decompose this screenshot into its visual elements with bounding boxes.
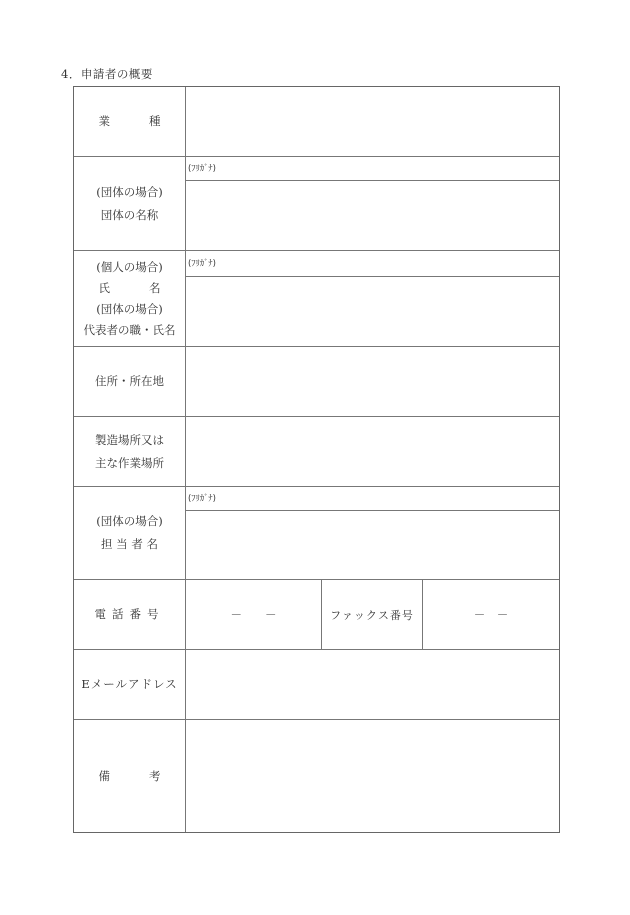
section-title: 4．申請者の概要 xyxy=(61,67,153,81)
label-char: 名 xyxy=(149,280,161,295)
address-field[interactable] xyxy=(186,347,559,416)
label-char: 氏 xyxy=(98,280,110,295)
contact-furigana-field[interactable] xyxy=(204,487,559,510)
label-line: 住所・所在地 xyxy=(95,374,164,388)
applicant-form-table xyxy=(73,86,560,833)
name-label xyxy=(74,251,185,346)
phone-label xyxy=(74,580,185,649)
label-line: 担 当 者 名 xyxy=(101,537,158,551)
label-line: (団体の場合) xyxy=(96,184,163,199)
fax-label: ファックス番号 xyxy=(330,608,414,622)
email-label xyxy=(74,650,185,719)
name-furigana-field[interactable] xyxy=(204,251,559,276)
email-field[interactable] xyxy=(186,650,559,719)
label-line: Eメールアドレス xyxy=(81,677,178,691)
label-char: 種 xyxy=(149,114,161,128)
contact-field[interactable] xyxy=(186,511,559,579)
label-char: 考 xyxy=(149,768,161,783)
address-label xyxy=(74,347,185,416)
remarks-label xyxy=(74,720,185,832)
label-line: (団体の場合) xyxy=(96,301,163,316)
workplace-field[interactable] xyxy=(186,417,559,486)
contact-label xyxy=(74,487,185,579)
org-name-furigana-field[interactable] xyxy=(204,157,559,180)
org-name-label xyxy=(74,157,185,250)
contact-furigana-label: (ﾌﾘｶﾞﾅ) xyxy=(188,494,216,504)
remarks-field[interactable] xyxy=(186,720,559,832)
org-name-field[interactable] xyxy=(186,181,559,250)
phone-field[interactable]: － － xyxy=(230,607,277,622)
label-line: (個人の場合) xyxy=(96,259,163,274)
name-furigana-label: (ﾌﾘｶﾞﾅ) xyxy=(188,259,216,269)
label-line: 電話番号 xyxy=(94,607,165,621)
label-char: 業 xyxy=(98,114,110,128)
label-line: (団体の場合) xyxy=(96,514,163,528)
name-field[interactable] xyxy=(186,277,559,346)
org-name-furigana-label: (ﾌﾘｶﾞﾅ) xyxy=(188,164,216,174)
label-line: 代表者の職・氏名 xyxy=(83,322,176,337)
label-line: 団体の名称 xyxy=(100,207,159,222)
workplace-label xyxy=(74,417,185,486)
label-line: 主な作業場所 xyxy=(95,455,164,470)
label-line: 製造場所又は xyxy=(95,432,164,447)
fax-field[interactable]: － － xyxy=(473,607,509,622)
label-char: 備 xyxy=(98,768,110,783)
industry-field[interactable] xyxy=(186,87,559,156)
industry-label xyxy=(74,87,185,156)
